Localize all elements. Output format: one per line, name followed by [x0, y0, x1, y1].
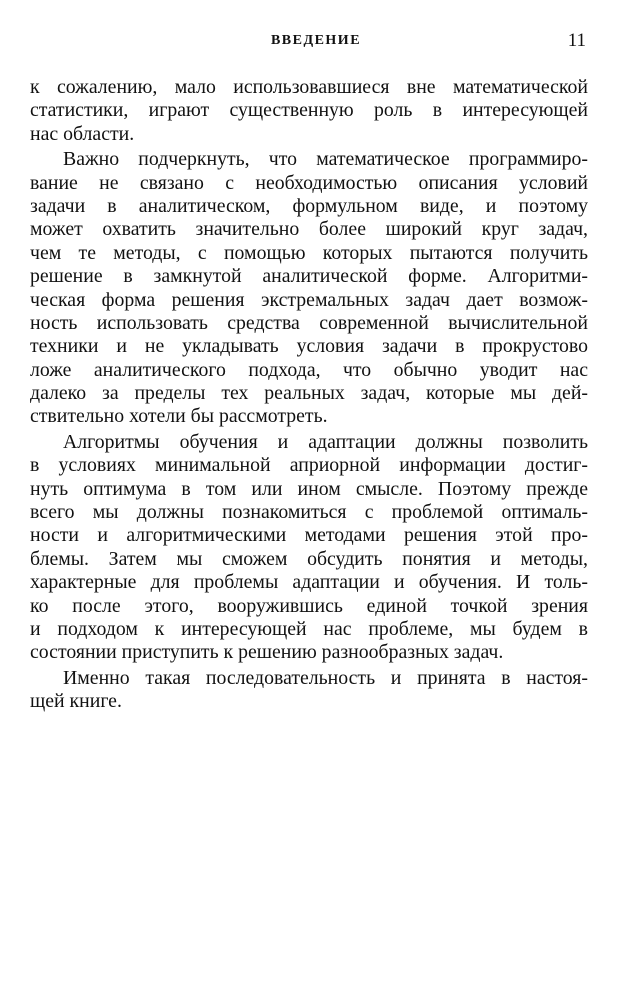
text-line: задачи в аналитическом, формульном виде, и поэтому — [30, 194, 588, 217]
text-line: Именно такая последовательность и принята в настоя- — [63, 666, 588, 689]
running-head: ВВЕДЕНИЕ — [270, 33, 362, 48]
text-line: ствительно хотели бы рассмотреть. — [30, 405, 328, 428]
paragraph — [30, 148, 588, 429]
text-line: Важно подчеркнуть, что математическое программиро- — [63, 148, 588, 171]
text-line: ложе аналитического подхода, что обычно уводит нас — [30, 358, 588, 381]
text-line: ко после этого, вооружившись единой точкой зрения — [30, 594, 588, 617]
text-line: характерные для проблемы адаптации и обучения. И толь- — [30, 571, 588, 594]
text-line: статистики, играют существенную роль в интересующей — [30, 99, 588, 122]
text-line: ность использовать средства современной вычислительной — [30, 311, 588, 334]
text-line: всего мы должны познакомиться с проблемой оптималь- — [30, 501, 588, 524]
text-line: и подходом к интересующей нас проблеме, мы будем в — [30, 617, 588, 640]
text-line: состоянии приступить к решению разнообразных задач. — [30, 641, 504, 664]
text-line: блемы. Затем мы сможем обсудить понятия и методы, — [30, 547, 588, 570]
text-line: чем те методы, с помощью которых пытаются получить — [30, 241, 588, 264]
body-text — [30, 76, 588, 714]
paragraph — [30, 667, 588, 714]
text-line: нуть оптимума в том или ином смысле. Поэтому прежде — [30, 477, 588, 500]
text-line: техники и не укладывать условия задачи в прокрустово — [30, 335, 588, 358]
text-line: может охватить значительно более широкий круг задач, — [30, 218, 588, 241]
paragraph — [30, 76, 588, 146]
page-number: 11 — [567, 30, 586, 51]
text-line: нас области. — [30, 122, 135, 145]
text-line: щей книге. — [30, 690, 122, 713]
text-line: далеко за пределы тех реальных задач, которые мы дей- — [30, 382, 588, 405]
paragraph — [30, 431, 588, 665]
text-line: к сожалению, мало использовавшиеся вне математической — [30, 76, 588, 98]
text-line: решение в замкнутой аналитической форме. Алгоритми- — [30, 265, 588, 288]
text-line: вание не связано с необходимостью описания условий — [30, 171, 588, 194]
text-line: ности и алгоритмическими методами решения этой про- — [30, 524, 588, 547]
text-line: ческая форма решения экстремальных задач дает возмож- — [30, 288, 588, 311]
text-line: в условиях минимальной априорной информации достиг- — [30, 454, 588, 477]
text-line: Алгоритмы обучения и адаптации должны позволить — [63, 430, 588, 453]
